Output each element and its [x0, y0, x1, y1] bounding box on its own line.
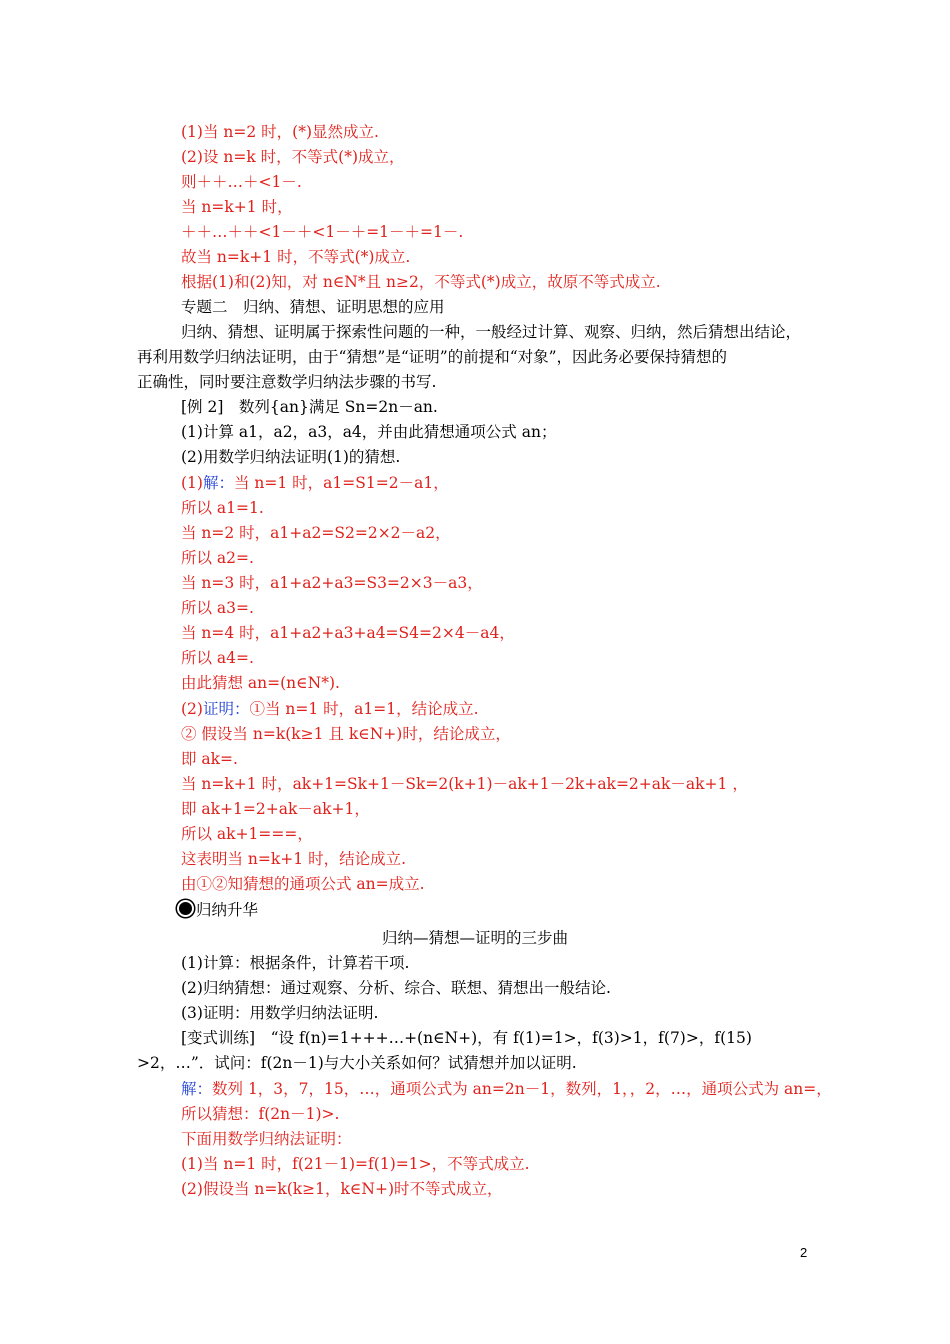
text-line [181, 622, 515, 644]
text-line [181, 497, 264, 519]
text-line [181, 1078, 832, 1100]
text-line [181, 572, 483, 594]
line-text: 所以 ak+1===， [181, 825, 313, 843]
text-line [181, 823, 313, 845]
text-line [137, 346, 727, 368]
line-text: 当 n=1 时，a1=S1=2－a1， [233, 474, 449, 492]
line-text: 当 n=k+1 时， [181, 198, 293, 216]
text-line [181, 246, 410, 268]
line-text: ＋＋…＋＋<1－＋<1－＋=1－＋=1－. [181, 223, 464, 241]
line-prefix: (2) [181, 700, 203, 718]
line-text: ② 假设当 n=k(k≥1 且 k∈N+)时，结论成立， [181, 725, 511, 743]
line-text: ①当 n=1 时，a1=1，结论成立. [249, 700, 479, 718]
line-text: 所以 a4=. [181, 649, 254, 667]
text-line [181, 146, 405, 168]
line-text: (2)用数学归纳法证明(1)的猜想. [181, 448, 401, 466]
text-line [181, 171, 302, 193]
line-text: 所以 a2=. [181, 549, 254, 567]
line-text: (1)当 n=2 时，(*)显然成立. [181, 123, 379, 141]
line-text: 数列 1，3，7，15，…，通项公式为 an=2n－1，数列，1，，2，…，通项公式为 an=， [212, 1080, 832, 1098]
line-text: 当 n=2 时，a1+a2=S2=2×2－a2， [181, 524, 451, 542]
line-text: 所以 a3=. [181, 599, 254, 617]
line-text: 正确性，同时要注意数学归纳法步骤的书写. [137, 373, 437, 391]
line-text: >2，…”．试问：f(2n－1)与大小关系如何？试猜想并加以证明. [137, 1054, 577, 1072]
text-line [181, 698, 479, 720]
line-text: [例 2] 数列{an}满足 Sn=2n－an. [181, 398, 438, 416]
line-text: 下面用数学归纳法证明： [181, 1130, 352, 1148]
line-text: 专题二 归纳、猜想、证明思想的应用 [181, 298, 445, 316]
line-text: 当 n=k+1 时，ak+1=Sk+1－Sk=2(k+1)－ak+1－2k+ak=2+ak－ak+1 ， [181, 775, 748, 793]
text-line [181, 296, 445, 318]
text-line [0, 927, 950, 949]
line-text: 根据(1)和(2)知，对 n∈N*且 n≥2，不等式(*)成立，故原不等式成立. [181, 273, 661, 291]
text-line [181, 977, 611, 999]
text-line [181, 848, 406, 870]
text-line [181, 748, 238, 770]
bullet-icon [177, 900, 194, 917]
text-line [181, 446, 400, 468]
text-line [181, 1103, 339, 1125]
line-text: 所以 a1=1. [181, 499, 264, 517]
text-line [181, 773, 748, 795]
text-line [181, 873, 425, 895]
text-line [181, 547, 254, 569]
line-text: (1)当 n=1 时，f(21－1)=f(1)=1>，不等式成立. [181, 1155, 530, 1173]
text-line [181, 221, 463, 243]
line-text: 即 ak+1=2+ak－ak+1， [181, 800, 370, 818]
line-text: 归纳、猜想、证明属于探索性问题的一种，一般经过计算、观察、归纳，然后猜想出结论， [181, 323, 802, 341]
text-line [181, 121, 379, 143]
line-prefix: (1) [181, 474, 203, 492]
text-line [181, 321, 801, 343]
text-line [181, 1027, 752, 1049]
line-text: [变式训练] “设 f(n)=1+++…+(n∈N+)，有 f(1)=1>，f(3)>1，f(7)>，f(15) [181, 1029, 752, 1047]
line-text: 再利用数学归纳法证明，由于“猜想”是“证明”的前提和“对象”，因此务必要保持猜想的 [137, 348, 728, 366]
text-line [181, 1002, 378, 1024]
text-line [181, 798, 370, 820]
line-text: 归纳升华 [196, 901, 259, 919]
text-line [181, 472, 449, 494]
text-line [181, 1178, 503, 1200]
text-line [181, 271, 661, 293]
page-number: 2 [800, 1245, 808, 1260]
line-text: (1)计算：根据条件，计算若干项. [181, 954, 410, 972]
answer-label: 解： [181, 1080, 213, 1098]
line-text: 由①②知猜想的通项公式 an=成立. [181, 875, 425, 893]
line-text: 归纳—猜想—证明的三步曲 [381, 929, 568, 947]
answer-label: 解： [202, 474, 234, 492]
text-line [181, 647, 254, 669]
text-line [181, 597, 254, 619]
line-text: 当 n=4 时，a1+a2+a3+a4=S4=2×4－a4， [181, 624, 515, 642]
line-text: (2)假设当 n=k(k≥1，k∈N+)时不等式成立， [181, 1180, 503, 1198]
text-line [181, 1153, 530, 1175]
text-line [181, 421, 556, 443]
text-line [137, 371, 436, 393]
line-text: 这表明当 n=k+1 时，结论成立. [181, 850, 406, 868]
line-text: (2)设 n=k 时，不等式(*)成立， [181, 148, 405, 166]
line-text: (1)计算 a1，a2，a3，a4，并由此猜想通项公式 an； [181, 423, 557, 441]
line-text: 所以猜想：f(2n－1)>. [181, 1105, 340, 1123]
line-text: 当 n=3 时，a1+a2+a3=S3=2×3－a3， [181, 574, 483, 592]
line-text: 故当 n=k+1 时，不等式(*)成立. [181, 248, 411, 266]
text-line [181, 396, 438, 418]
text-line [181, 952, 409, 974]
text-line [181, 196, 293, 218]
line-text: (2)归纳猜想：通过观察、分析、综合、联想、猜想出一般结论. [181, 979, 611, 997]
line-text: (3)证明：用数学归纳法证明. [181, 1004, 379, 1022]
line-text: 则＋＋…＋<1－. [181, 173, 302, 191]
text-line [177, 899, 258, 921]
text-line [181, 672, 340, 694]
line-text: 即 ak=. [181, 750, 238, 768]
text-line [181, 1128, 352, 1150]
text-line [137, 1052, 577, 1074]
answer-label: 证明： [202, 700, 250, 718]
line-text: 由此猜想 an=(n∈N*). [181, 674, 340, 692]
text-line [181, 522, 451, 544]
text-line [181, 723, 511, 745]
